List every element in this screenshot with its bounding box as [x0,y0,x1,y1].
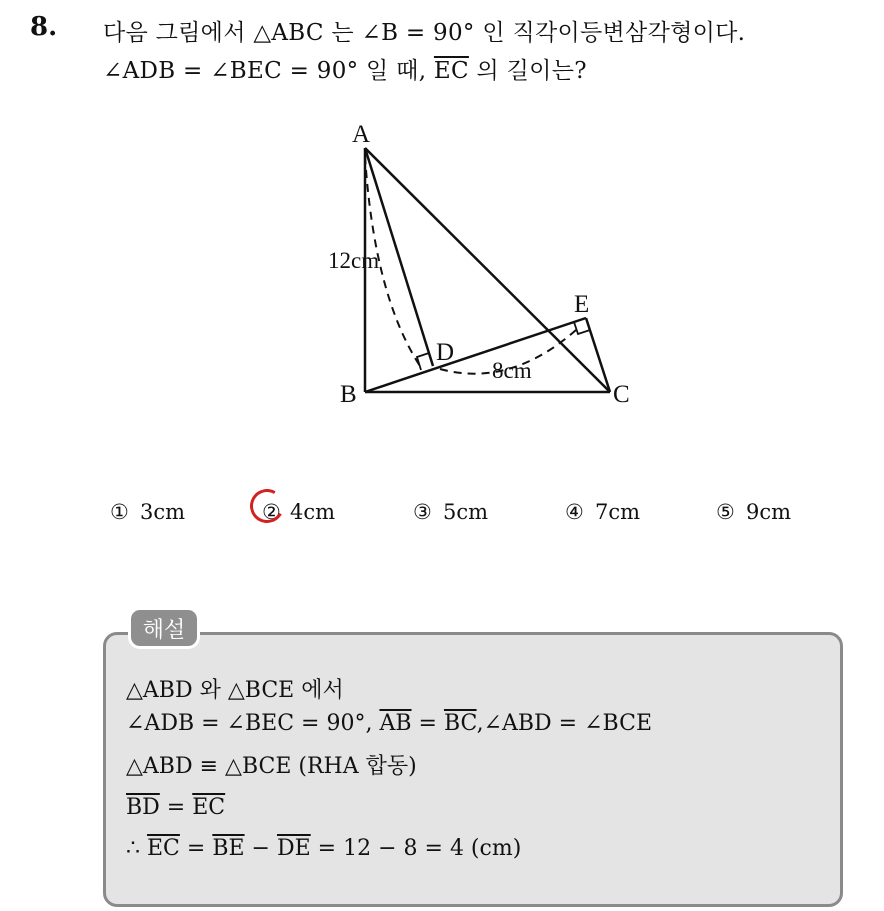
segment-be: $\overline{BE}$ [212,836,245,861]
choice-text: 5cm [443,500,489,524]
choice-2[interactable] [262,500,335,524]
segment-de: $\overline{DE}$ [276,836,311,861]
solution-line5 [126,836,521,861]
length-label-de: 8cm [492,358,532,383]
solution-line5-suffix: = 12 − 8 = 4 (cm) [310,836,522,861]
solution-line2 [126,711,652,736]
question-line2-prefix: ∠ADB = ∠BEC = 90° 일 때, [103,58,434,84]
solution-title: 해설 [128,607,200,649]
choice-3[interactable] [413,500,488,524]
segment-ec: $\overline{EC}$ [433,58,469,84]
label-c: C [613,381,630,408]
choice-text: 3cm [140,500,186,524]
solution-line1: △ABD 와 △BCE 에서 [126,678,344,703]
length-label-ab: 12cm [328,248,380,273]
minus-sign: − [244,836,277,861]
label-a: A [352,121,371,148]
question-number: 8. [30,12,58,42]
right-angle-mark-d [417,353,429,370]
solution-line3: △ABD ≡ △BCE (RHA 합동) [126,754,417,779]
segment-ec: $\overline{EC}$ [192,795,226,820]
therefore-symbol: ∴ [126,836,147,861]
choice-4[interactable] [565,500,640,524]
segment-be [365,318,586,392]
choice-number: ① [110,500,129,524]
question-text-line1: 다음 그림에서 △ABC 는 ∠B = 90° 인 직각이등변삼각형이다. [103,20,746,46]
solution-line2-suffix: ,∠ABD = ∠BCE [476,711,653,736]
choice-number: ③ [413,500,432,524]
choice-text: 4cm [290,500,336,524]
question-line2-suffix: 의 길이는? [468,58,587,84]
choice-text: 7cm [595,500,641,524]
choice-number: ② [262,500,281,524]
choice-number: ⑤ [716,500,735,524]
segment-ab: $\overline{AB}$ [379,711,412,736]
answer-choices [0,500,884,534]
label-d: D [436,339,455,366]
equals-sign: = [179,836,213,861]
segment-bd: $\overline{BD}$ [126,795,160,820]
label-b: B [340,381,357,408]
label-e: E [574,291,590,318]
solution-line4 [126,795,225,820]
choice-5[interactable] [716,500,791,524]
triangle-figure [300,110,660,420]
choice-number: ④ [565,500,584,524]
question-text-line2 [103,52,587,85]
equals-sign: = [159,795,193,820]
choice-text: 9cm [746,500,792,524]
solution-line2-prefix: ∠ADB = ∠BEC = 90°, [126,711,380,736]
choice-1[interactable] [110,500,185,524]
segment-ec: $\overline{EC}$ [147,836,180,861]
segment-bc: $\overline{BC}$ [443,711,477,736]
equals-sign: = [411,711,444,736]
